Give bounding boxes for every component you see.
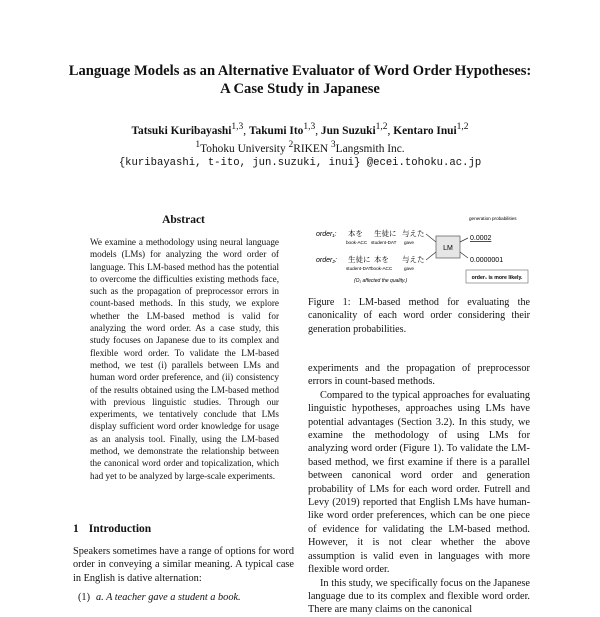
row1-word: 与えた xyxy=(402,229,425,238)
author-names: Tatsuki Kuribayashi$^{1,3}$, Takumi Ito$^{1,3}$, Jun Suzuki$^{1,2}$, Kentaro Inui$^{1,2}$ xyxy=(131,122,469,137)
abstract-text: We examine a methodology using neural language models (LMs) for analyzing the word order of language. This LM-based method has the potential to overcome the difficulties existing methods face, such as the propagation of preprocessor errors in count-based methods. In this study, we explore whether the LM-based method is valid for analyzing the word order. As a case study, this study focuses on Japanese due to its complex and flexible word order. To validate the LM-based method, we test (i) parallels between LMs and human word order preference, and (ii) consistency of the results obtained using the LM-based method with previous linguistic studies. Through our experiments, we tentatively conclude that LMs display sufficient word order knowledge for usage as an analysis tool. Finally, using the LM-based method, we demonstrate the relationship between the canonical word order and topicalization, which had yet to be analyzed by large-scale experiments. xyxy=(90,237,279,481)
row2-word: 生徒に xyxy=(348,255,371,264)
row1-word: 本を xyxy=(348,229,363,238)
figure-diagram xyxy=(308,212,530,292)
affil-name: RIKEN xyxy=(293,142,331,155)
example-number: (1) xyxy=(78,592,91,603)
row2-gloss: gave xyxy=(404,266,414,271)
author-sup: 1,2 xyxy=(456,122,469,132)
example-text: a. A teacher gave a student a book. xyxy=(96,592,241,603)
paper-title xyxy=(40,62,560,98)
lm-label: LM xyxy=(443,245,453,252)
title-line-2: A Case Study in Japanese xyxy=(220,81,380,97)
author-name: Kentaro Inui xyxy=(393,124,457,137)
intro-paragraph: Speakers sometimes have a range of options for word order in conveying a similar meaning. A typical case in English is dative alternation: xyxy=(73,546,294,584)
paragraph: In this study, we specifically focus on the Japanese language due to its complex and flexible word order. There are many claims on the canonical xyxy=(308,577,530,616)
author-sup: 1,3 xyxy=(231,122,244,132)
figure-note: (O₁ affected the quality.) xyxy=(354,278,408,284)
row1-gloss: book-ACC xyxy=(346,240,368,245)
probs-header: generation probabilities xyxy=(469,216,517,221)
section-heading xyxy=(73,523,161,535)
author-name: Jun Suzuki xyxy=(320,124,376,137)
affil-sup: 2 xyxy=(288,139,294,150)
row2-word: 与えた xyxy=(402,255,425,264)
author-block xyxy=(40,120,560,170)
row1-gloss: student-DAT xyxy=(371,240,397,245)
order2-label: order₂: xyxy=(316,257,337,264)
conclusion-text: order₁ is more likely. xyxy=(471,275,523,281)
affiliations xyxy=(40,138,560,156)
figure-caption: Figure 1: LM-based method for evaluating the canonicality of each word order considering their generation probabilities. xyxy=(308,297,530,335)
affil-sup: 1 xyxy=(195,139,201,150)
right-column-text xyxy=(308,362,530,617)
affil-sup: 3 xyxy=(330,139,336,150)
section-number: 1 xyxy=(73,523,79,535)
author-emails[interactable]: {kuribayashi, t-ito, jun.suzuki, inui} @ecei.tohoku.ac.jp xyxy=(118,156,482,169)
row2-gloss: student-DAT xyxy=(346,266,372,271)
arrow-out-1 xyxy=(460,238,468,242)
affil-name: Tohoku University xyxy=(200,142,289,155)
order1-label: order₁: xyxy=(316,231,337,238)
prob-1: 0.0002 xyxy=(470,235,492,242)
row2-word: 本を xyxy=(374,255,389,264)
affil-name: Langsmith Inc. xyxy=(335,142,405,155)
row1-gloss: gave xyxy=(404,240,414,245)
author-sup: 1,3 xyxy=(303,122,316,132)
title-line-1: Language Models as an Alternative Evaluator of Word Order Hypotheses: xyxy=(68,63,532,79)
author-name: Tatsuki Kuribayashi xyxy=(131,124,232,137)
abstract-heading: Abstract xyxy=(162,214,205,226)
row2-gloss: book-ACC xyxy=(371,266,393,271)
arrow-in-2 xyxy=(426,252,436,260)
author-sup: 1,2 xyxy=(375,122,388,132)
paragraph: experiments and the propagation of preprocessor errors in count-based methods. xyxy=(308,363,530,388)
figure-1 xyxy=(308,212,530,292)
arrow-out-2 xyxy=(460,252,468,258)
section-title: Introduction xyxy=(88,523,152,535)
example-1 xyxy=(78,592,241,603)
prob-2: 0.0000001 xyxy=(470,257,504,264)
paragraph: Compared to the typical approaches for evaluating linguistic hypotheses, approaches using LMs have potential advantages (Section 3.2). In this study, we examine the methodology of using LMs for analyzing word order (Figure 1). To validate the LM-based method, we first examine if there is a parallel between canonical word order and generation probability of LMs for each word order. Futrell and Levy (2019) reported that English LMs have human-like word order preferences, which can be one piece of evidence for validating the LM-based method. However, it is not clear whether the above assumption is valid even in languages with more flexible word order. xyxy=(308,389,530,576)
arrow-in-1 xyxy=(426,234,436,242)
author-name: Takumi Ito xyxy=(248,124,304,137)
row1-word: 生徒に xyxy=(374,229,397,238)
